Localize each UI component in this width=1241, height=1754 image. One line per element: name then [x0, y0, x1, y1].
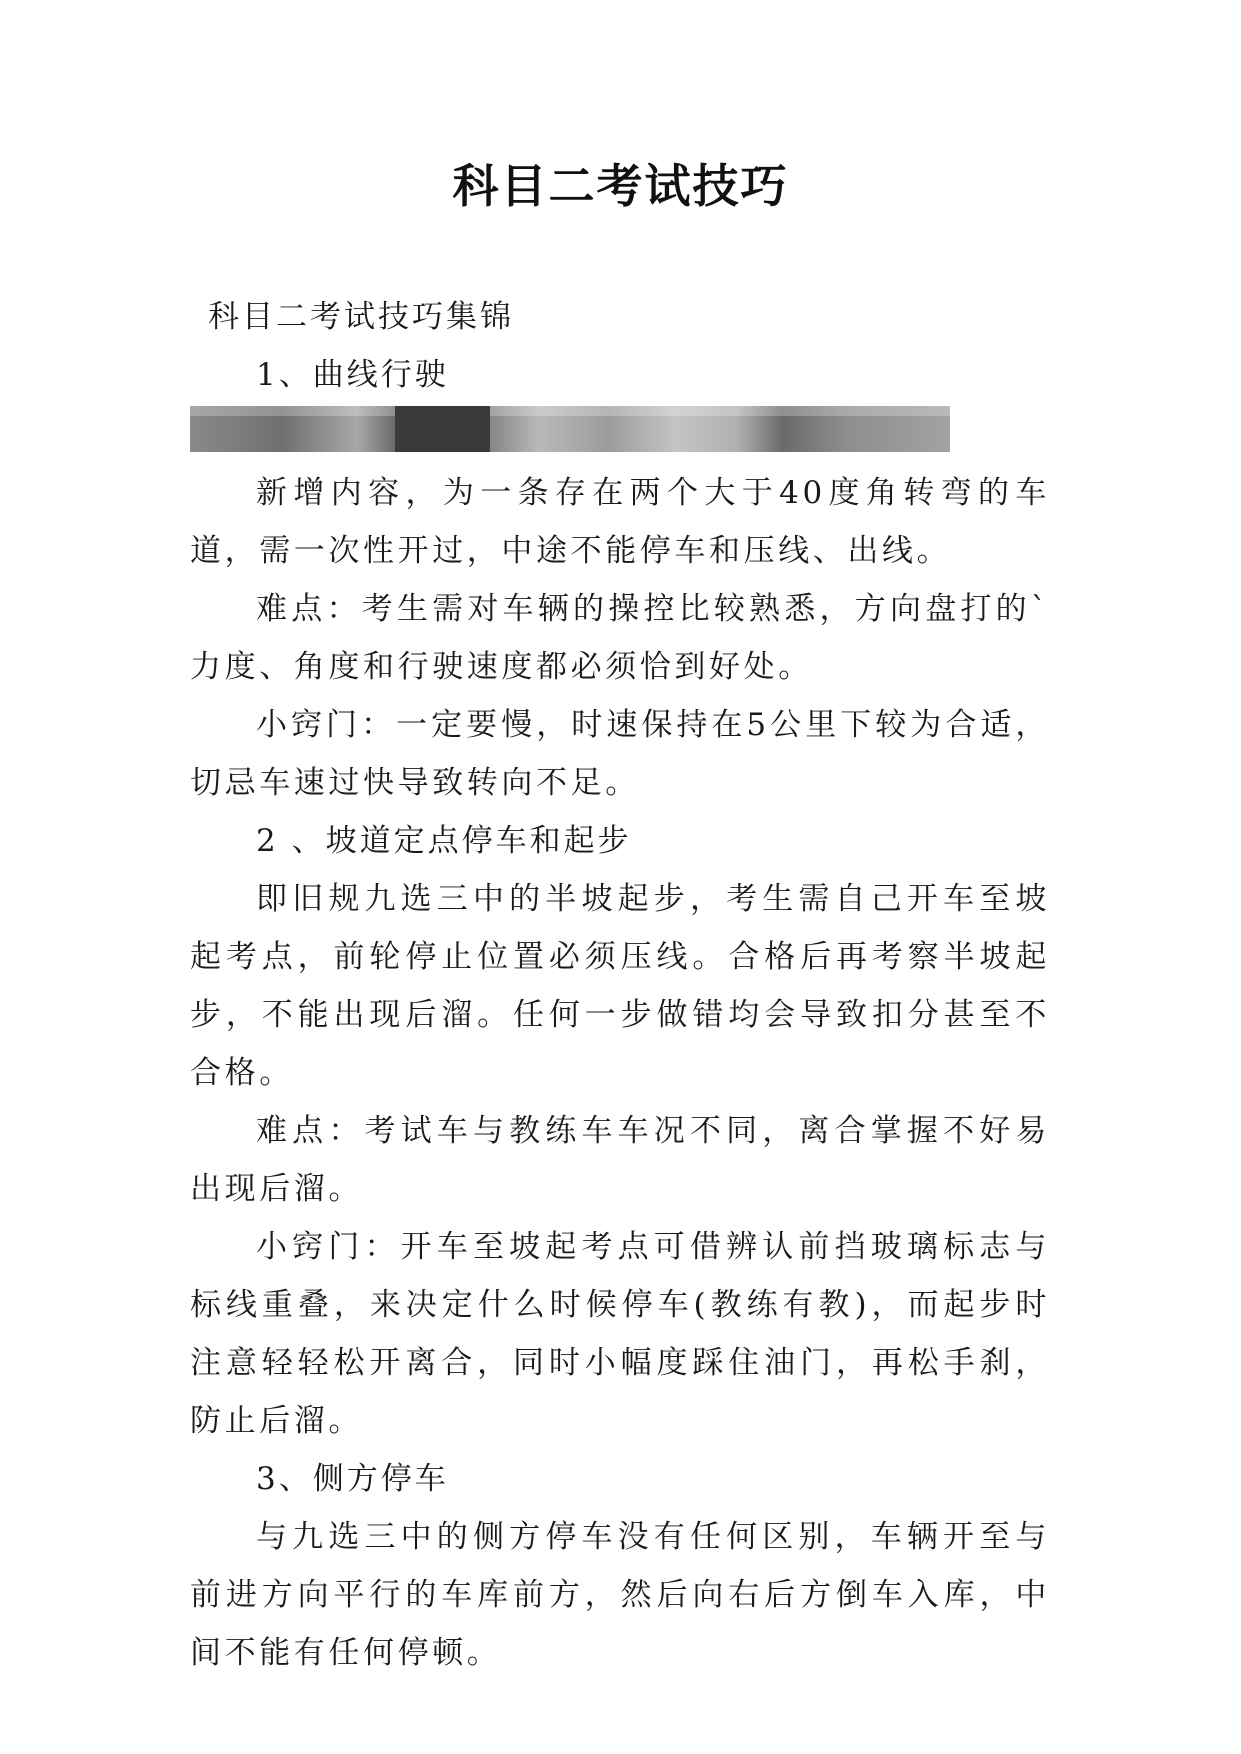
- section-photo: [190, 406, 950, 452]
- paragraph: 新增内容，为一条存在两个大于40度角转弯的车道，需一次性开过，中途不能停车和压线、出线。: [190, 475, 1050, 569]
- paragraph: 难点：考生需对车辆的操控比较熟悉，方向盘打的`力度、角度和行驶速度都必须恰到好处。: [190, 591, 1050, 685]
- paragraph: 小窍门：开车至坡起考点可借辨认前挡玻璃标志与标线重叠，来决定什么时候停车(教练有教)，而起步时注意轻轻松开离合，同时小幅度踩住油门，再松手刹，防止后溜。: [190, 1229, 1050, 1439]
- paragraph: 小窍门：一定要慢，时速保持在5公里下较为合适，切忌车速过快导致转向不足。: [190, 707, 1050, 801]
- section-heading-curve-driving: 1、曲线行驶: [256, 357, 449, 393]
- document-subtitle: 科目二考试技巧集锦: [208, 299, 514, 335]
- document-body: [190, 288, 1050, 1682]
- paragraph: 难点：考试车与教练车车况不同，离合掌握不好易出现后溜。: [190, 1113, 1050, 1207]
- document-title: 科目二考试技巧: [452, 159, 789, 213]
- section-heading-slope-stop-start: 2 、坡道定点停车和起步: [256, 823, 632, 859]
- paragraph: 即旧规九选三中的半坡起步，考生需自己开车至坡起考点，前轮停止位置必须压线。合格后再考察半坡起步，不能出现后溜。任何一步做错均会导致扣分甚至不合格。: [190, 881, 1050, 1091]
- section-heading-parallel-parking: 3、侧方停车: [256, 1461, 449, 1497]
- paragraph: 与九选三中的侧方停车没有任何区别，车辆开至与前进方向平行的车库前方，然后向右后方倒车入库，中间不能有任何停顿。: [190, 1519, 1050, 1671]
